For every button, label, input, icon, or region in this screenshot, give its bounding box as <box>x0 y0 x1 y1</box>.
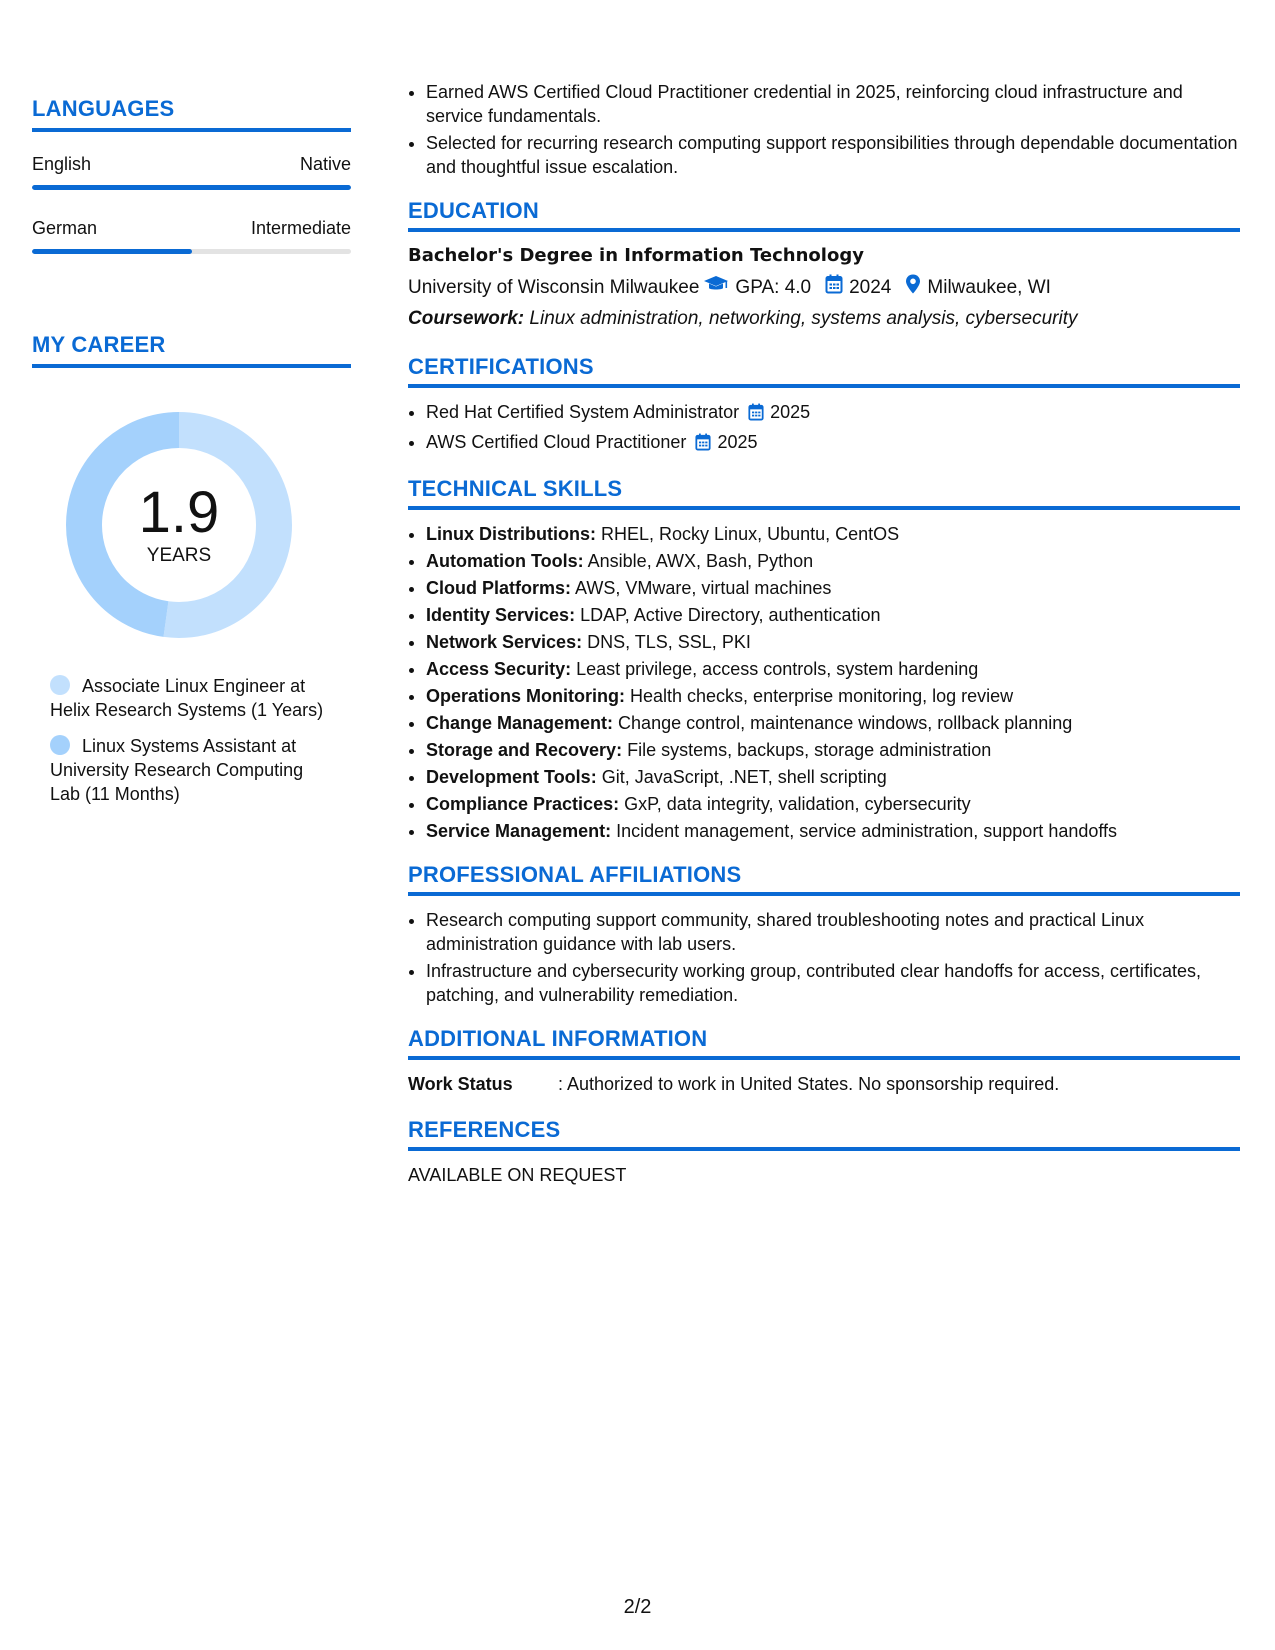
list-item <box>426 711 1240 735</box>
skill-label: Access Security: <box>426 659 572 679</box>
career-total-unit: YEARS <box>146 545 212 566</box>
certification-name: AWS Certified Cloud Practitioner <box>426 432 687 452</box>
achievement-list <box>408 80 1240 179</box>
list-item <box>426 603 1240 627</box>
language-level-fill <box>32 185 351 190</box>
skill-label: Identity Services: <box>426 605 576 625</box>
legend-text: Linux Systems Assistant at University Research Computing Lab (11 Months) <box>50 736 304 804</box>
list-item <box>426 819 1240 843</box>
sidebar <box>32 96 351 818</box>
coursework <box>408 307 1240 331</box>
skill-value: File systems, backups, storage administration <box>627 740 992 760</box>
references-text: AVAILABLE ON REQUEST <box>408 1165 627 1185</box>
legend-dot <box>50 675 70 695</box>
skill-value: Change control, maintenance windows, rollback planning <box>618 713 1073 733</box>
language-level: Intermediate <box>250 218 351 238</box>
education-section <box>408 199 1240 331</box>
affiliation-list <box>408 908 1240 1007</box>
certifications-section <box>408 355 1240 457</box>
languages-section <box>32 96 351 254</box>
skill-label: Change Management: <box>426 713 614 733</box>
legend-dot <box>50 735 70 755</box>
list-item <box>426 522 1240 546</box>
list-item <box>426 400 1240 427</box>
career-total-years: 1.9 <box>138 480 220 545</box>
gpa: GPA: 4.0 <box>735 276 812 298</box>
list-item: • Earned AWS Certified Cloud Practitioner credential in 2025, reinforcing cloud infrastructure and service fundamentals. <box>426 80 1240 128</box>
affiliations-section <box>408 863 1240 1007</box>
additional-title: ADDITIONAL INFORMATION <box>408 1027 1240 1060</box>
list-item <box>426 657 1240 681</box>
language-level: Native <box>299 154 351 174</box>
list-item: • Research computing support community, shared troubleshooting notes and practical Linux administration guidance with lab users. <box>426 908 1240 956</box>
education-meta <box>408 274 1240 301</box>
skill-label: Service Management: <box>426 821 612 841</box>
certification-list <box>408 400 1240 457</box>
career-donut-chart <box>66 412 292 638</box>
certification-name: Red Hat Certified System Administrator <box>426 402 740 422</box>
list-item <box>426 630 1240 654</box>
work-status-row <box>408 1072 1240 1096</box>
work-status-value: : Authorized to work in United States. No sponsorship required. <box>558 1074 1060 1094</box>
language-level-bar <box>32 249 351 254</box>
skill-value: Health checks, enterprise monitoring, log review <box>630 686 1014 706</box>
skill-value: RHEL, Rocky Linux, Ubuntu, CentOS <box>601 524 900 544</box>
work-status-label: Work Status <box>408 1074 513 1094</box>
languages-title: LANGUAGES <box>32 96 351 132</box>
skill-label: Automation Tools: <box>426 551 584 571</box>
coursework-value: Linux administration, networking, systems analysis, cybersecurity <box>529 308 1078 329</box>
language-item-german <box>32 218 351 254</box>
legend-text: Associate Linux Engineer at Helix Research Systems (1 Years) <box>50 676 324 720</box>
page-number: 2/2 <box>623 1596 652 1618</box>
degree-title: Bachelor's Degree in Information Technology <box>408 245 864 266</box>
language-level-bar <box>32 185 351 190</box>
graduation-year: 2024 <box>849 276 892 298</box>
language-level-fill <box>32 249 192 254</box>
language-name: German <box>32 218 98 238</box>
skill-value: Incident management, service administration, support handoffs <box>616 821 1118 841</box>
list-item <box>426 765 1240 789</box>
skill-value: Least privilege, access controls, system hardening <box>576 659 979 679</box>
career-legend <box>50 674 330 806</box>
certification-year: 2025 <box>770 402 811 422</box>
calendar-icon <box>748 403 764 427</box>
skill-value: AWS, VMware, virtual machines <box>575 578 832 598</box>
skill-value: Git, JavaScript, .NET, shell scripting <box>601 767 887 787</box>
references-section <box>408 1118 1240 1187</box>
list-item: • Selected for recurring research computing support responsibilities through dependable documentation and thoughtful issue escalation. <box>426 131 1240 179</box>
graduation-cap-icon <box>703 275 729 300</box>
skill-value: LDAP, Active Directory, authentication <box>580 605 881 625</box>
school-location: Milwaukee, WI <box>927 276 1051 298</box>
skill-list <box>408 522 1240 843</box>
skills-section <box>408 477 1240 843</box>
list-item <box>426 549 1240 573</box>
language-name: English <box>32 154 92 174</box>
additional-section <box>408 1027 1240 1096</box>
map-pin-icon <box>905 274 921 301</box>
list-item <box>426 576 1240 600</box>
main-column <box>408 80 1240 1187</box>
language-item-english <box>32 154 351 190</box>
skill-value: DNS, TLS, SSL, PKI <box>587 632 751 652</box>
coursework-label: Coursework: <box>408 308 525 329</box>
calendar-icon <box>695 433 711 457</box>
skill-value: Ansible, AWX, Bash, Python <box>587 551 814 571</box>
list-item <box>426 738 1240 762</box>
skill-label: Linux Distributions: <box>426 524 596 544</box>
affiliations-title: PROFESSIONAL AFFILIATIONS <box>408 863 1240 896</box>
references-title: REFERENCES <box>408 1118 1240 1151</box>
legend-item <box>50 734 330 806</box>
skill-label: Network Services: <box>426 632 583 652</box>
skill-label: Cloud Platforms: <box>426 578 572 598</box>
school-name: University of Wisconsin Milwaukee <box>408 276 700 298</box>
skill-value: GxP, data integrity, validation, cybersecurity <box>624 794 971 814</box>
list-item <box>426 430 1240 457</box>
list-item <box>426 684 1240 708</box>
certifications-title: CERTIFICATIONS <box>408 355 1240 388</box>
skill-label: Operations Monitoring: <box>426 686 625 706</box>
skill-label: Compliance Practices: <box>426 794 620 814</box>
skills-title: TECHNICAL SKILLS <box>408 477 1240 510</box>
calendar-icon <box>825 274 843 301</box>
education-title: EDUCATION <box>408 199 1240 232</box>
career-title: MY CAREER <box>32 332 351 368</box>
certification-year: 2025 <box>717 432 758 452</box>
career-section <box>32 332 351 806</box>
list-item: • Infrastructure and cybersecurity working group, contributed clear handoffs for access, certificates, patching, and vulnerability remediation. <box>426 959 1240 1007</box>
list-item <box>426 792 1240 816</box>
skill-label: Development Tools: <box>426 767 597 787</box>
legend-item <box>50 674 330 722</box>
skill-label: Storage and Recovery: <box>426 740 623 760</box>
